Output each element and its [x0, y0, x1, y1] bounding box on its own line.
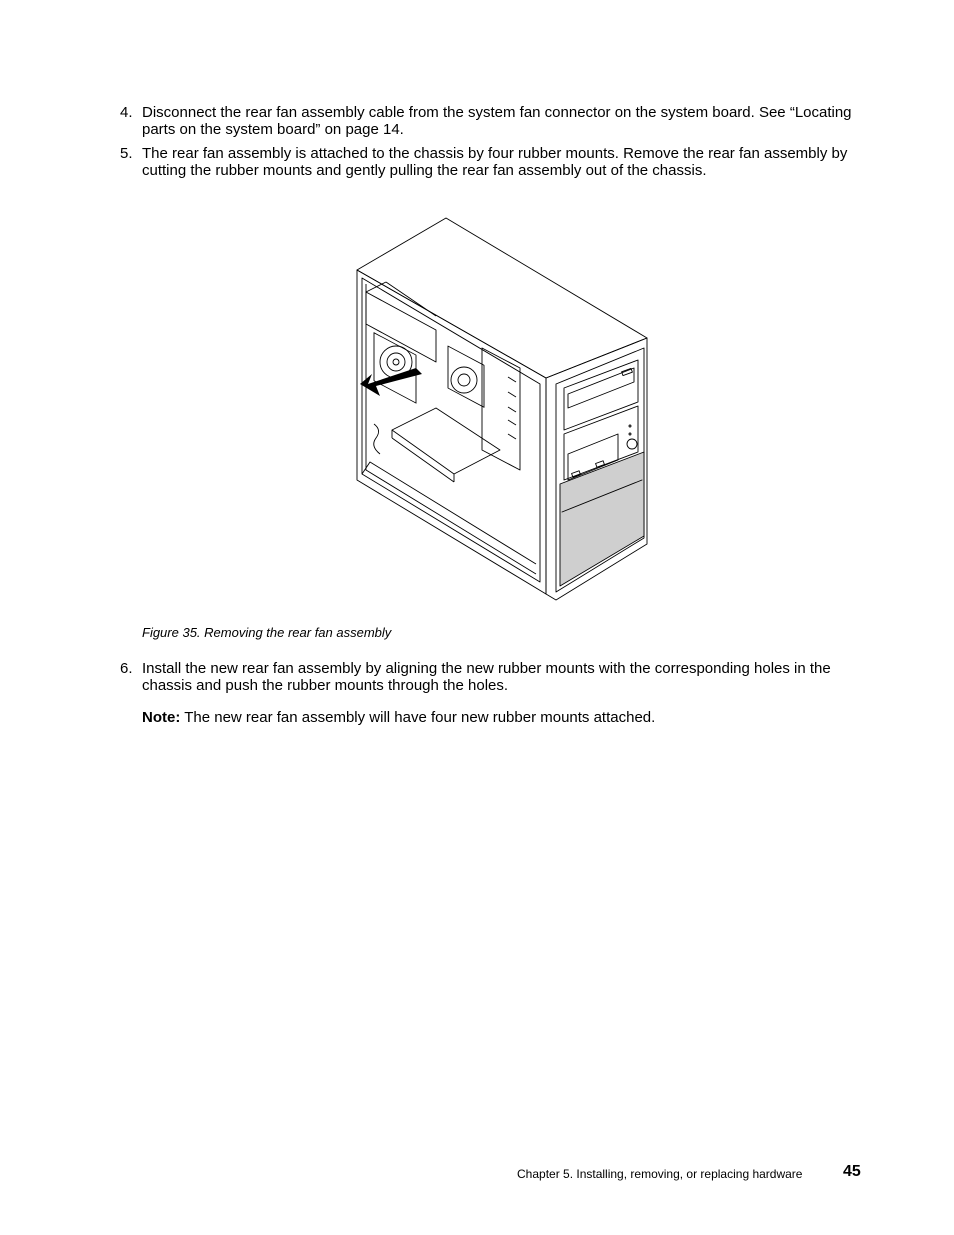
power-button-icon	[627, 439, 637, 449]
step-4	[120, 104, 870, 138]
mesh-panel	[560, 452, 644, 586]
step-5	[120, 145, 870, 179]
note-text: The new rear fan assembly will have four new rubber mounts attached.	[180, 709, 656, 726]
step-text: Install the new rear fan assembly by aligning the new rubber mounts with the corresponding holes in the chassis and push the rubber mounts through the holes.	[142, 660, 831, 694]
removal-arrow-icon	[360, 368, 422, 396]
chassis-open-side	[357, 270, 546, 594]
rear-fan	[374, 333, 416, 403]
note	[142, 709, 870, 726]
power-supply	[366, 292, 436, 362]
step-number: 6.	[120, 660, 133, 677]
step-text: The rear fan assembly is attached to the chassis by four rubber mounts. Remove the rear fan assembly by cutting the rubber mounts and gently pulling the rear fan assembly out of the chassis.	[142, 145, 848, 179]
note-label: Note:	[142, 709, 181, 726]
page-number: 45	[843, 1163, 861, 1180]
step-number: 5.	[120, 145, 133, 162]
expansion-card	[392, 408, 500, 474]
rear-fan-removal-illustration	[350, 212, 652, 604]
drive-cage	[482, 348, 520, 470]
step-number: 4.	[120, 104, 133, 121]
figure-caption: Figure 35. Removing the rear fan assembly	[142, 625, 392, 640]
step-text: Disconnect the rear fan assembly cable from the system fan connector on the system board. See “Locating parts on the system board” on page 14.	[142, 104, 852, 138]
step-6	[120, 660, 870, 694]
footer-chapter-title: Chapter 5. Installing, removing, or replacing hardware	[517, 1167, 803, 1181]
